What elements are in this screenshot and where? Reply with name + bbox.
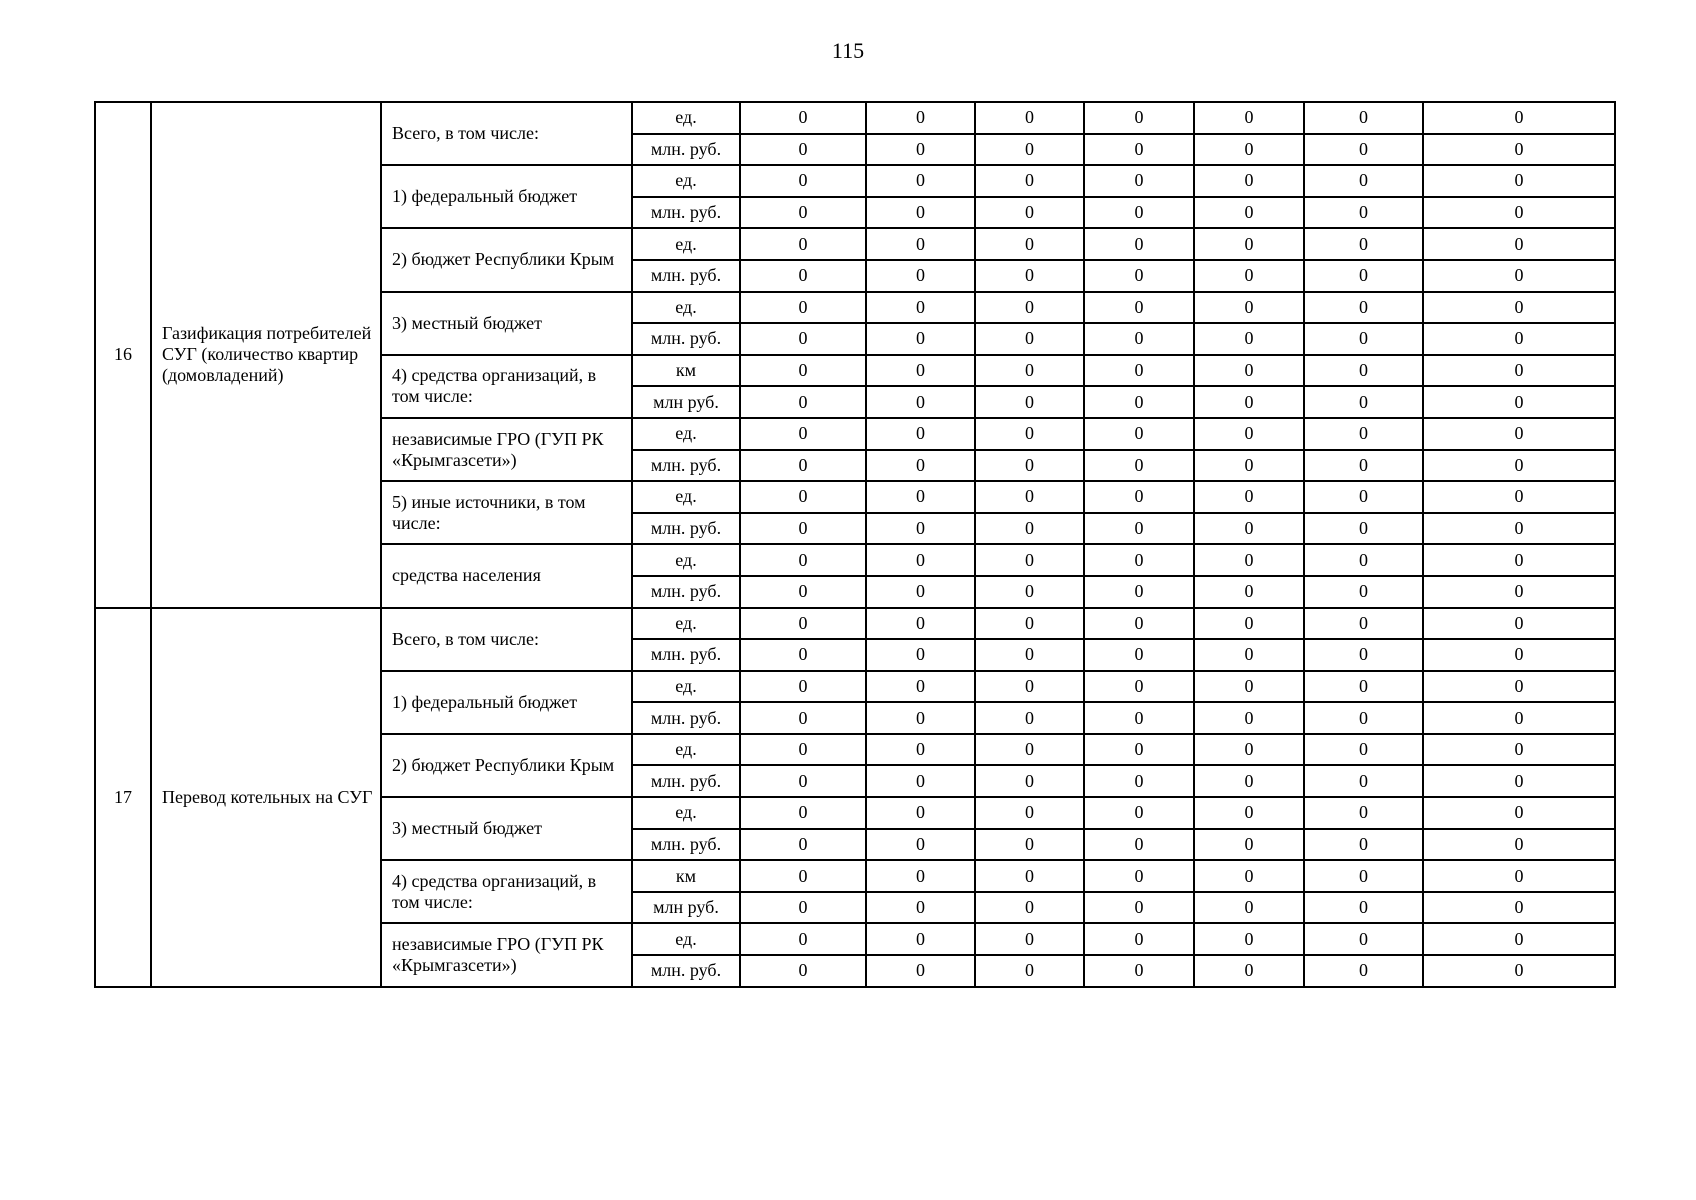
value-cell: 0 bbox=[1084, 639, 1194, 671]
value-cell: 0 bbox=[1194, 102, 1304, 134]
value-cell: 0 bbox=[1304, 165, 1423, 197]
value-cell: 0 bbox=[740, 608, 866, 640]
value-cell: 0 bbox=[1084, 734, 1194, 766]
value-cell: 0 bbox=[866, 134, 975, 166]
funding-source-cell: 2) бюджет Республики Крым bbox=[381, 228, 632, 291]
value-cell: 0 bbox=[866, 323, 975, 355]
value-cell: 0 bbox=[1194, 323, 1304, 355]
value-cell: 0 bbox=[1304, 260, 1423, 292]
value-cell: 0 bbox=[1194, 860, 1304, 892]
page-number: 115 bbox=[831, 38, 865, 63]
value-cell: 0 bbox=[1423, 797, 1615, 829]
value-cell: 0 bbox=[740, 797, 866, 829]
value-cell: 0 bbox=[1304, 765, 1423, 797]
funding-source-cell: 4) средства организаций, в том числе: bbox=[381, 860, 632, 923]
value-cell: 0 bbox=[1084, 228, 1194, 260]
value-cell: 0 bbox=[866, 829, 975, 861]
unit-cell: млн. руб. bbox=[632, 702, 740, 734]
program-table-container bbox=[94, 101, 1616, 988]
value-cell: 0 bbox=[740, 734, 866, 766]
unit-cell: млн. руб. bbox=[632, 134, 740, 166]
unit-cell: млн. руб. bbox=[632, 576, 740, 608]
unit-cell: млн. руб. bbox=[632, 323, 740, 355]
value-cell: 0 bbox=[1304, 544, 1423, 576]
value-cell: 0 bbox=[1304, 734, 1423, 766]
value-cell: 0 bbox=[975, 765, 1084, 797]
value-cell: 0 bbox=[740, 765, 866, 797]
value-cell: 0 bbox=[975, 481, 1084, 513]
value-cell: 0 bbox=[1084, 955, 1194, 987]
value-cell: 0 bbox=[1423, 418, 1615, 450]
value-cell: 0 bbox=[975, 165, 1084, 197]
funding-source-cell: независимые ГРО (ГУП РК «Крымгазсети») bbox=[381, 923, 632, 986]
funding-source-cell: средства населения bbox=[381, 544, 632, 607]
value-cell: 0 bbox=[975, 134, 1084, 166]
value-cell: 0 bbox=[975, 671, 1084, 703]
value-cell: 0 bbox=[1084, 418, 1194, 450]
value-cell: 0 bbox=[1304, 797, 1423, 829]
table-row bbox=[95, 102, 1615, 134]
value-cell: 0 bbox=[866, 797, 975, 829]
value-cell: 0 bbox=[740, 481, 866, 513]
value-cell: 0 bbox=[1084, 260, 1194, 292]
value-cell: 0 bbox=[1304, 702, 1423, 734]
value-cell: 0 bbox=[975, 923, 1084, 955]
unit-cell: ед. bbox=[632, 797, 740, 829]
unit-cell: млн. руб. bbox=[632, 829, 740, 861]
value-cell: 0 bbox=[1423, 386, 1615, 418]
value-cell: 0 bbox=[1194, 481, 1304, 513]
value-cell: 0 bbox=[1423, 165, 1615, 197]
value-cell: 0 bbox=[1194, 765, 1304, 797]
value-cell: 0 bbox=[1304, 955, 1423, 987]
value-cell: 0 bbox=[1194, 639, 1304, 671]
value-cell: 0 bbox=[975, 639, 1084, 671]
value-cell: 0 bbox=[975, 323, 1084, 355]
value-cell: 0 bbox=[866, 228, 975, 260]
value-cell: 0 bbox=[866, 860, 975, 892]
value-cell: 0 bbox=[1194, 892, 1304, 924]
value-cell: 0 bbox=[975, 450, 1084, 482]
unit-cell: ед. bbox=[632, 481, 740, 513]
value-cell: 0 bbox=[1423, 228, 1615, 260]
value-cell: 0 bbox=[1423, 955, 1615, 987]
value-cell: 0 bbox=[975, 386, 1084, 418]
value-cell: 0 bbox=[1423, 544, 1615, 576]
value-cell: 0 bbox=[1423, 860, 1615, 892]
row-number-cell: 16 bbox=[95, 102, 151, 608]
value-cell: 0 bbox=[1084, 450, 1194, 482]
value-cell: 0 bbox=[1084, 355, 1194, 387]
funding-source-cell: 1) федеральный бюджет bbox=[381, 671, 632, 734]
value-cell: 0 bbox=[866, 292, 975, 324]
value-cell: 0 bbox=[866, 955, 975, 987]
value-cell: 0 bbox=[740, 544, 866, 576]
value-cell: 0 bbox=[866, 702, 975, 734]
value-cell: 0 bbox=[1423, 765, 1615, 797]
value-cell: 0 bbox=[740, 418, 866, 450]
value-cell: 0 bbox=[1304, 608, 1423, 640]
value-cell: 0 bbox=[975, 260, 1084, 292]
value-cell: 0 bbox=[866, 671, 975, 703]
value-cell: 0 bbox=[866, 544, 975, 576]
value-cell: 0 bbox=[866, 102, 975, 134]
value-cell: 0 bbox=[1304, 228, 1423, 260]
value-cell: 0 bbox=[1304, 418, 1423, 450]
value-cell: 0 bbox=[975, 608, 1084, 640]
value-cell: 0 bbox=[975, 955, 1084, 987]
value-cell: 0 bbox=[1084, 671, 1194, 703]
value-cell: 0 bbox=[1304, 197, 1423, 229]
value-cell: 0 bbox=[740, 260, 866, 292]
value-cell: 0 bbox=[740, 702, 866, 734]
value-cell: 0 bbox=[975, 228, 1084, 260]
value-cell: 0 bbox=[866, 576, 975, 608]
value-cell: 0 bbox=[1194, 450, 1304, 482]
funding-source-cell: независимые ГРО (ГУП РК «Крымгазсети») bbox=[381, 418, 632, 481]
value-cell: 0 bbox=[1194, 355, 1304, 387]
unit-cell: ед. bbox=[632, 102, 740, 134]
value-cell: 0 bbox=[975, 892, 1084, 924]
unit-cell: млн. руб. bbox=[632, 513, 740, 545]
unit-cell: млн. руб. bbox=[632, 639, 740, 671]
value-cell: 0 bbox=[1304, 386, 1423, 418]
value-cell: 0 bbox=[975, 829, 1084, 861]
activity-name-cell: Перевод котельных на СУГ bbox=[151, 608, 381, 987]
value-cell: 0 bbox=[975, 292, 1084, 324]
value-cell: 0 bbox=[1194, 197, 1304, 229]
value-cell: 0 bbox=[1194, 134, 1304, 166]
value-cell: 0 bbox=[1194, 576, 1304, 608]
row-number-cell: 17 bbox=[95, 608, 151, 987]
table-body bbox=[95, 102, 1615, 987]
value-cell: 0 bbox=[740, 323, 866, 355]
value-cell: 0 bbox=[1194, 797, 1304, 829]
unit-cell: ед. bbox=[632, 418, 740, 450]
value-cell: 0 bbox=[1084, 544, 1194, 576]
unit-cell: ед. bbox=[632, 292, 740, 324]
value-cell: 0 bbox=[1084, 134, 1194, 166]
value-cell: 0 bbox=[1194, 228, 1304, 260]
unit-cell: млн руб. bbox=[632, 892, 740, 924]
unit-cell: млн. руб. bbox=[632, 197, 740, 229]
unit-cell: млн руб. bbox=[632, 386, 740, 418]
unit-cell: км bbox=[632, 860, 740, 892]
value-cell: 0 bbox=[866, 734, 975, 766]
value-cell: 0 bbox=[740, 955, 866, 987]
value-cell: 0 bbox=[1304, 134, 1423, 166]
value-cell: 0 bbox=[1304, 292, 1423, 324]
value-cell: 0 bbox=[740, 892, 866, 924]
value-cell: 0 bbox=[1304, 513, 1423, 545]
unit-cell: млн. руб. bbox=[632, 955, 740, 987]
value-cell: 0 bbox=[1423, 260, 1615, 292]
value-cell: 0 bbox=[1423, 923, 1615, 955]
value-cell: 0 bbox=[1423, 323, 1615, 355]
value-cell: 0 bbox=[740, 102, 866, 134]
value-cell: 0 bbox=[1084, 513, 1194, 545]
value-cell: 0 bbox=[1423, 513, 1615, 545]
value-cell: 0 bbox=[1304, 102, 1423, 134]
value-cell: 0 bbox=[866, 165, 975, 197]
value-cell: 0 bbox=[1423, 450, 1615, 482]
unit-cell: млн. руб. bbox=[632, 260, 740, 292]
unit-cell: ед. bbox=[632, 165, 740, 197]
value-cell: 0 bbox=[1423, 734, 1615, 766]
funding-source-cell: 1) федеральный бюджет bbox=[381, 165, 632, 228]
value-cell: 0 bbox=[1084, 102, 1194, 134]
unit-cell: млн. руб. bbox=[632, 450, 740, 482]
value-cell: 0 bbox=[866, 639, 975, 671]
value-cell: 0 bbox=[1194, 734, 1304, 766]
value-cell: 0 bbox=[740, 860, 866, 892]
value-cell: 0 bbox=[1423, 576, 1615, 608]
value-cell: 0 bbox=[1194, 671, 1304, 703]
value-cell: 0 bbox=[1084, 608, 1194, 640]
value-cell: 0 bbox=[866, 355, 975, 387]
value-cell: 0 bbox=[1084, 197, 1194, 229]
value-cell: 0 bbox=[1194, 955, 1304, 987]
value-cell: 0 bbox=[1194, 608, 1304, 640]
value-cell: 0 bbox=[1194, 702, 1304, 734]
value-cell: 0 bbox=[740, 134, 866, 166]
value-cell: 0 bbox=[1304, 576, 1423, 608]
value-cell: 0 bbox=[1423, 481, 1615, 513]
value-cell: 0 bbox=[1194, 165, 1304, 197]
unit-cell: ед. bbox=[632, 228, 740, 260]
value-cell: 0 bbox=[740, 386, 866, 418]
value-cell: 0 bbox=[1304, 481, 1423, 513]
funding-source-cell: 3) местный бюджет bbox=[381, 797, 632, 860]
funding-source-cell: 2) бюджет Республики Крым bbox=[381, 734, 632, 797]
value-cell: 0 bbox=[740, 228, 866, 260]
unit-cell: ед. bbox=[632, 923, 740, 955]
value-cell: 0 bbox=[1423, 702, 1615, 734]
value-cell: 0 bbox=[1084, 923, 1194, 955]
value-cell: 0 bbox=[740, 355, 866, 387]
value-cell: 0 bbox=[1423, 608, 1615, 640]
value-cell: 0 bbox=[1304, 323, 1423, 355]
value-cell: 0 bbox=[1423, 197, 1615, 229]
value-cell: 0 bbox=[975, 576, 1084, 608]
value-cell: 0 bbox=[1423, 639, 1615, 671]
value-cell: 0 bbox=[1084, 386, 1194, 418]
value-cell: 0 bbox=[1423, 134, 1615, 166]
value-cell: 0 bbox=[1084, 323, 1194, 355]
unit-cell: ед. bbox=[632, 671, 740, 703]
value-cell: 0 bbox=[1194, 513, 1304, 545]
value-cell: 0 bbox=[1194, 260, 1304, 292]
value-cell: 0 bbox=[866, 481, 975, 513]
value-cell: 0 bbox=[975, 797, 1084, 829]
funding-source-cell: Всего, в том числе: bbox=[381, 608, 632, 671]
value-cell: 0 bbox=[866, 513, 975, 545]
value-cell: 0 bbox=[975, 197, 1084, 229]
value-cell: 0 bbox=[1304, 860, 1423, 892]
funding-source-cell: Всего, в том числе: bbox=[381, 102, 632, 165]
value-cell: 0 bbox=[740, 671, 866, 703]
value-cell: 0 bbox=[1084, 765, 1194, 797]
program-table bbox=[94, 101, 1616, 988]
value-cell: 0 bbox=[1423, 892, 1615, 924]
value-cell: 0 bbox=[975, 355, 1084, 387]
value-cell: 0 bbox=[975, 860, 1084, 892]
value-cell: 0 bbox=[740, 923, 866, 955]
value-cell: 0 bbox=[1084, 702, 1194, 734]
funding-source-cell: 5) иные источники, в том числе: bbox=[381, 481, 632, 544]
value-cell: 0 bbox=[1304, 923, 1423, 955]
value-cell: 0 bbox=[1084, 292, 1194, 324]
value-cell: 0 bbox=[740, 292, 866, 324]
value-cell: 0 bbox=[740, 829, 866, 861]
value-cell: 0 bbox=[866, 260, 975, 292]
value-cell: 0 bbox=[1084, 860, 1194, 892]
value-cell: 0 bbox=[975, 102, 1084, 134]
value-cell: 0 bbox=[740, 576, 866, 608]
value-cell: 0 bbox=[1423, 102, 1615, 134]
value-cell: 0 bbox=[975, 418, 1084, 450]
value-cell: 0 bbox=[1084, 892, 1194, 924]
value-cell: 0 bbox=[1423, 671, 1615, 703]
value-cell: 0 bbox=[1423, 355, 1615, 387]
value-cell: 0 bbox=[1194, 923, 1304, 955]
value-cell: 0 bbox=[1084, 576, 1194, 608]
value-cell: 0 bbox=[866, 608, 975, 640]
funding-source-cell: 4) средства организаций, в том числе: bbox=[381, 355, 632, 418]
value-cell: 0 bbox=[1304, 671, 1423, 703]
value-cell: 0 bbox=[866, 923, 975, 955]
value-cell: 0 bbox=[975, 513, 1084, 545]
value-cell: 0 bbox=[1194, 544, 1304, 576]
value-cell: 0 bbox=[866, 197, 975, 229]
value-cell: 0 bbox=[1084, 165, 1194, 197]
value-cell: 0 bbox=[740, 513, 866, 545]
value-cell: 0 bbox=[975, 544, 1084, 576]
value-cell: 0 bbox=[1084, 829, 1194, 861]
value-cell: 0 bbox=[740, 197, 866, 229]
value-cell: 0 bbox=[740, 450, 866, 482]
value-cell: 0 bbox=[1304, 450, 1423, 482]
value-cell: 0 bbox=[1194, 418, 1304, 450]
value-cell: 0 bbox=[1304, 892, 1423, 924]
value-cell: 0 bbox=[866, 386, 975, 418]
value-cell: 0 bbox=[866, 418, 975, 450]
activity-name-cell: Газификация потребителей СУГ (количество квартир (домовладений) bbox=[151, 102, 381, 608]
unit-cell: ед. bbox=[632, 734, 740, 766]
funding-source-cell: 3) местный бюджет bbox=[381, 292, 632, 355]
unit-cell: ед. bbox=[632, 608, 740, 640]
value-cell: 0 bbox=[1084, 797, 1194, 829]
table-row bbox=[95, 608, 1615, 640]
value-cell: 0 bbox=[1423, 829, 1615, 861]
value-cell: 0 bbox=[975, 734, 1084, 766]
value-cell: 0 bbox=[740, 165, 866, 197]
value-cell: 0 bbox=[1304, 355, 1423, 387]
value-cell: 0 bbox=[866, 765, 975, 797]
value-cell: 0 bbox=[975, 702, 1084, 734]
unit-cell: млн. руб. bbox=[632, 765, 740, 797]
unit-cell: км bbox=[632, 355, 740, 387]
value-cell: 0 bbox=[1423, 292, 1615, 324]
value-cell: 0 bbox=[1084, 481, 1194, 513]
value-cell: 0 bbox=[1194, 292, 1304, 324]
value-cell: 0 bbox=[1304, 829, 1423, 861]
value-cell: 0 bbox=[1194, 386, 1304, 418]
unit-cell: ед. bbox=[632, 544, 740, 576]
value-cell: 0 bbox=[740, 639, 866, 671]
value-cell: 0 bbox=[1304, 639, 1423, 671]
value-cell: 0 bbox=[1194, 829, 1304, 861]
value-cell: 0 bbox=[866, 450, 975, 482]
value-cell: 0 bbox=[866, 892, 975, 924]
